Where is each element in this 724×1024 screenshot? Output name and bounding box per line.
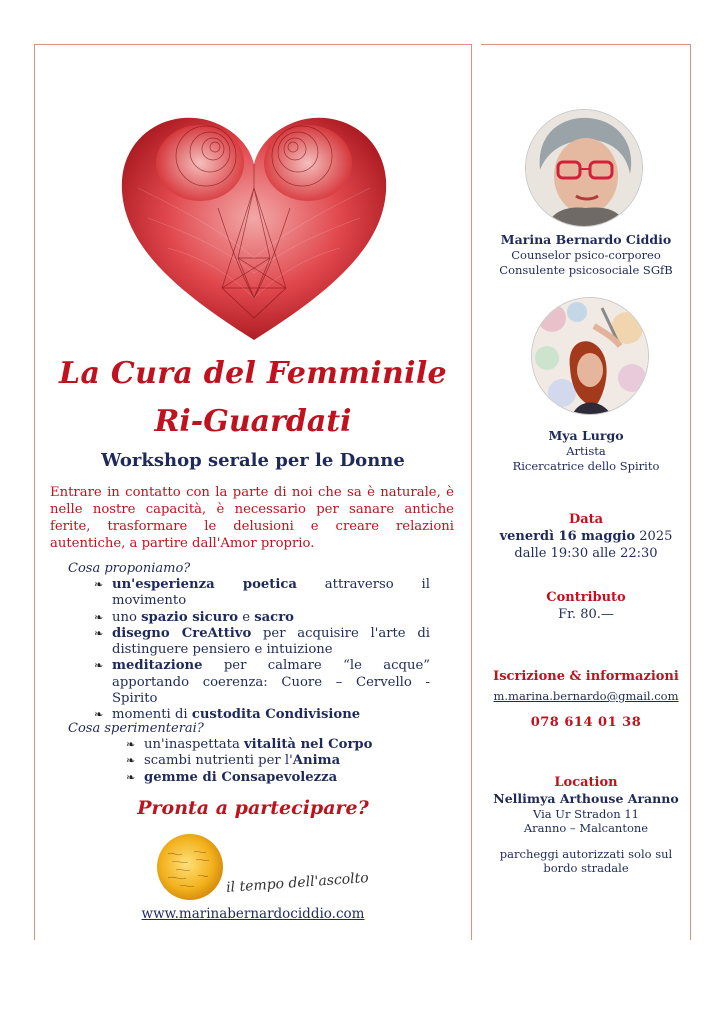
avatar-mya — [531, 297, 649, 415]
leaf-bullet-icon: ❧ — [94, 708, 104, 722]
parking-note: parcheggi autorizzati solo sul — [499, 847, 673, 861]
heart-illustration — [118, 108, 390, 344]
host1-name: Marina Bernardo Ciddio — [500, 232, 672, 247]
date-label: Data — [568, 512, 604, 527]
avatar-marina — [525, 109, 643, 227]
list-item: ❧ un'inaspettata vitalità nel Corpo — [126, 737, 373, 752]
host2-role: Ricercatrice dello Spirito — [512, 459, 660, 473]
section-heading-proposals: Cosa proponiamo? — [68, 561, 191, 576]
venue-town: Aranno – Malcantone — [523, 821, 649, 835]
website-link[interactable]: www.marinabernardociddio.com — [141, 906, 365, 922]
registration-label: Iscrizione & informazioni — [493, 669, 679, 684]
leaf-bullet-icon: ❧ — [94, 659, 104, 673]
event-date: venerdì 16 maggio 2025 — [499, 529, 673, 544]
host2-role: Artista — [566, 444, 606, 458]
parking-note: bordo stradale — [543, 861, 629, 875]
list-item: ❧ un'esperienza poetica attraverso il movimento — [94, 577, 430, 609]
host2-name: Mya Lurgo — [548, 428, 624, 443]
flyer-subtitle: Workshop serale per le Donne — [101, 450, 405, 471]
list-item: ❧ disegno CreAttivo per acquisire l'arte di distinguere pensiero e intuizione — [94, 625, 430, 658]
phone-number: 078 614 01 38 — [530, 715, 642, 730]
section-heading-experiences: Cosa sperimenterai? — [68, 721, 204, 736]
list-item: ❧ scambi nutrienti per l'Anima — [126, 753, 341, 769]
leaf-bullet-icon: ❧ — [126, 754, 136, 768]
venue-name: Nellimya Arthouse Aranno — [493, 791, 679, 806]
logo-tagline: il tempo dell'ascolto — [225, 870, 370, 896]
list-item: ❧ momenti di custodita Condivisione — [94, 707, 361, 723]
proposals-list — [92, 577, 430, 724]
list-item: ❧ gemme di Consapevolezza — [126, 769, 338, 785]
host1-role: Consulente psicosociale SGfB — [499, 263, 673, 277]
flyer-title: La Cura del Femminile — [59, 356, 447, 391]
leaf-bullet-icon: ❧ — [126, 738, 136, 751]
leaf-bullet-icon: ❧ — [94, 578, 104, 591]
leaf-bullet-icon: ❧ — [94, 626, 104, 640]
location-label: Location — [554, 775, 618, 790]
email-link[interactable]: m.marina.bernardo@gmail.com — [493, 689, 679, 703]
list-item: ❧ meditazione per calmare “le acque” apportando coerenza: Cuore – Cervello - Spirito — [94, 658, 430, 707]
flyer-title-line2: Ri-Guardati — [154, 404, 352, 439]
contribution-value: Fr. 80.— — [558, 607, 614, 622]
email-wrapper — [481, 685, 691, 704]
call-to-action: Pronta a partecipare? — [137, 797, 369, 819]
host1-role: Counselor psico-corporeo — [511, 248, 661, 262]
contribution-label: Contributo — [546, 590, 626, 605]
venue-street: Via Ur Stradon 11 — [533, 807, 639, 821]
leaf-bullet-icon: ❧ — [126, 770, 136, 784]
list-item: ❧ uno spazio sicuro e sacro — [94, 609, 294, 625]
experiences-list — [124, 737, 424, 786]
leaf-bullet-icon: ❧ — [94, 610, 104, 624]
intro-paragraph: Entrare in contatto con la parte di noi che sa è naturale, è nelle nostre capacità, è necessario per sanare antiche ferite, trasformare le delusioni e creare relazioni autentiche, a partire dall'Amor proprio. — [50, 485, 454, 551]
event-time: dalle 19:30 alle 22:30 — [514, 546, 658, 561]
